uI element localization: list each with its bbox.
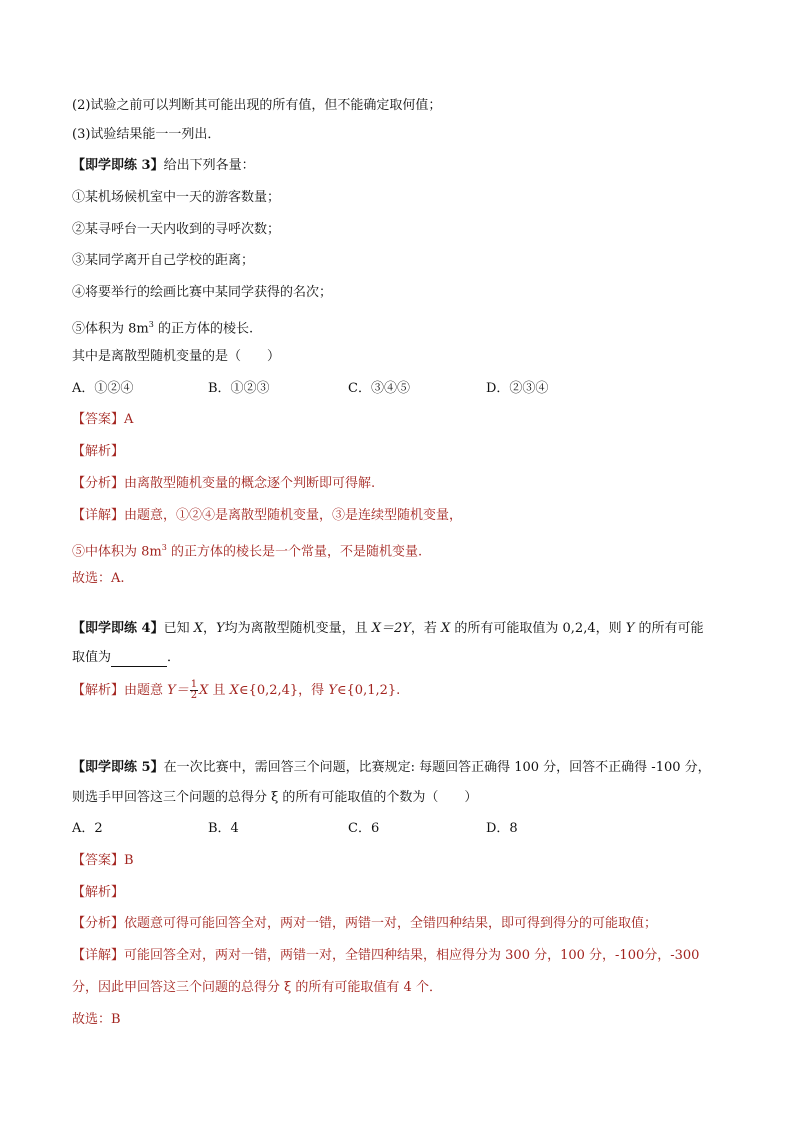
exercise-3-answer: 【答案】A (72, 412, 134, 427)
exercise-3-label: 【即学即练 3】 (72, 158, 164, 173)
exercise-5-stem-2: 则选手甲回答这三个问题的总得分 ξ 的所有可能取值的个数为（ ） (72, 790, 478, 805)
xiangjie-2-text: ⑤中体积为 8m (72, 544, 162, 560)
xiangjie-label: 【详解】 (72, 508, 125, 523)
paragraph-condition-2: (2)试验之前可以判断其可能出现的所有值，但不能确定取何值； (72, 98, 442, 113)
stem-d: 的所有可能取值为 0,2,4，则 (450, 621, 626, 636)
exercise-4-stem (72, 620, 703, 638)
sep: ， (202, 621, 216, 636)
fenxi-text-5: 依题意可得可能回答全对，两对一错，两错一对，全错四种结果，即可得到得分的可能取值； (124, 916, 658, 931)
exercise-3-item-2: ②某寻呼台一天内收到的寻呼次数； (72, 222, 281, 237)
xiangjie-text: 由题意，①②④是离散型随机变量，③是连续型随机变量， (124, 508, 463, 523)
exercise-3-fenxi (72, 475, 375, 493)
exercise-3-choice: 故选：A. (72, 571, 125, 586)
var-x: X (193, 621, 203, 636)
stem-e: 的所有可能 (634, 621, 704, 636)
fenxi-text: 由离散型随机变量的概念逐个判断即可得解. (124, 476, 376, 491)
exercise-5-answer: 【答案】B (72, 853, 134, 868)
exercise-3-option-c: C．③④⑤ (348, 381, 410, 396)
fenxi-label: 【分析】 (72, 476, 125, 491)
var-x-2: X (440, 621, 451, 636)
sol-eq: Y＝ (167, 683, 189, 698)
xiangjie-2-sup: 3 (161, 543, 167, 552)
exercise-5-label: 【即学即练 5】 (72, 760, 164, 775)
fenxi-label-5: 【分析】 (72, 916, 125, 931)
exercise-3-xiangjie (72, 507, 462, 525)
fraction (190, 680, 198, 701)
stem-c: ，若 (410, 621, 441, 636)
exercise-4-label: 【即学即练 4】 (72, 621, 164, 636)
exercise-5-choice: 故选：B (72, 1012, 121, 1027)
sol-c: ∈{0,2,4}，得 (238, 683, 329, 698)
exercise-3-item-5-text: ⑤体积为 8m (72, 321, 149, 337)
sol-var-x-2: X (229, 683, 239, 698)
exercise-5-option-a: A．2 (72, 821, 103, 836)
stem-a: 已知 (163, 621, 194, 636)
var-y: Y (216, 621, 225, 636)
exercise-4-line-2 (72, 649, 180, 667)
exercise-5-option-c: C．6 (348, 821, 380, 836)
exercise-5-fenxi (72, 915, 657, 933)
exercise-3-option-d: D．②③④ (486, 381, 549, 396)
exercise-5-stem (72, 759, 711, 777)
exercise-3-item-4: ④将要举行的绘画比赛中某同学获得的名次； (72, 285, 333, 300)
exercise-4-solution (72, 680, 400, 701)
fraction-num: 1 (190, 679, 198, 690)
exercise-3-item-3: ③某同学离开自己学校的距离； (72, 253, 255, 268)
exercise-5-text: 在一次比赛中，需回答三个问题，比赛规定: 每题回答正确得 100 分，回答不正确得 -100 分， (163, 760, 711, 775)
sol-a: 由题意 (124, 683, 168, 698)
fraction-den: 2 (190, 690, 198, 701)
sol-b: 且 (208, 683, 230, 698)
equation: X＝2Y (371, 621, 411, 636)
exercise-5-xiangjie (72, 947, 699, 965)
exercise-5-option-b: B．4 (208, 821, 239, 836)
paragraph-condition-3: (3)试验结果能一一列出． (72, 127, 221, 142)
answer-blank[interactable] (111, 652, 167, 667)
exercise-3-option-a: A．①②④ (72, 381, 134, 396)
exercise-3-xiangjie-2 (72, 539, 422, 561)
exercise-5-option-d: D．8 (486, 821, 518, 836)
var-y-2: Y (625, 621, 635, 636)
stem-b: 均为离散型随机变量，且 (224, 621, 372, 636)
exercise-5-analysis-label: 【解析】 (72, 885, 125, 900)
exercise-3-item-5 (72, 316, 253, 338)
exercise-3-stem (72, 157, 255, 175)
sol-var-x: X (199, 683, 209, 698)
exercise-3-analysis-label: 【解析】 (72, 444, 125, 459)
exercise-3-item-1: ①某机场候机室中一天的游客数量； (72, 190, 281, 205)
exercise-3-question: 其中是离散型随机变量的是（ ） (72, 349, 281, 364)
exercise-3-item-5-text-end: 的正方体的棱长. (153, 321, 254, 337)
sol-d: ∈{0,1,2}. (336, 683, 401, 698)
sol-var-y: Y (328, 683, 337, 698)
xiangjie-label-5: 【详解】 (72, 948, 125, 963)
exercise-5-xiangjie-2: 分，因此甲回答这三个问题的总得分 ξ 的所有可能取值有 4 个． (72, 980, 442, 995)
line-2-end: ． (167, 650, 181, 665)
line-2-text: 取值为 (72, 650, 112, 665)
xiangjie-2-text-end: 的正方体的棱长是一个常量，不是随机变量. (166, 544, 423, 560)
solution-label: 【解析】 (72, 683, 125, 698)
exercise-3-text: 给出下列各量： (163, 158, 255, 173)
xiangjie-text-5: 可能回答全对，两对一错，两错一对，全错四种结果，相应得分为 300 分，100 分，-100分，-300 (124, 948, 700, 963)
exercise-3-item-5-sup: 3 (148, 320, 154, 329)
exercise-3-option-b: B．①②③ (208, 381, 270, 396)
